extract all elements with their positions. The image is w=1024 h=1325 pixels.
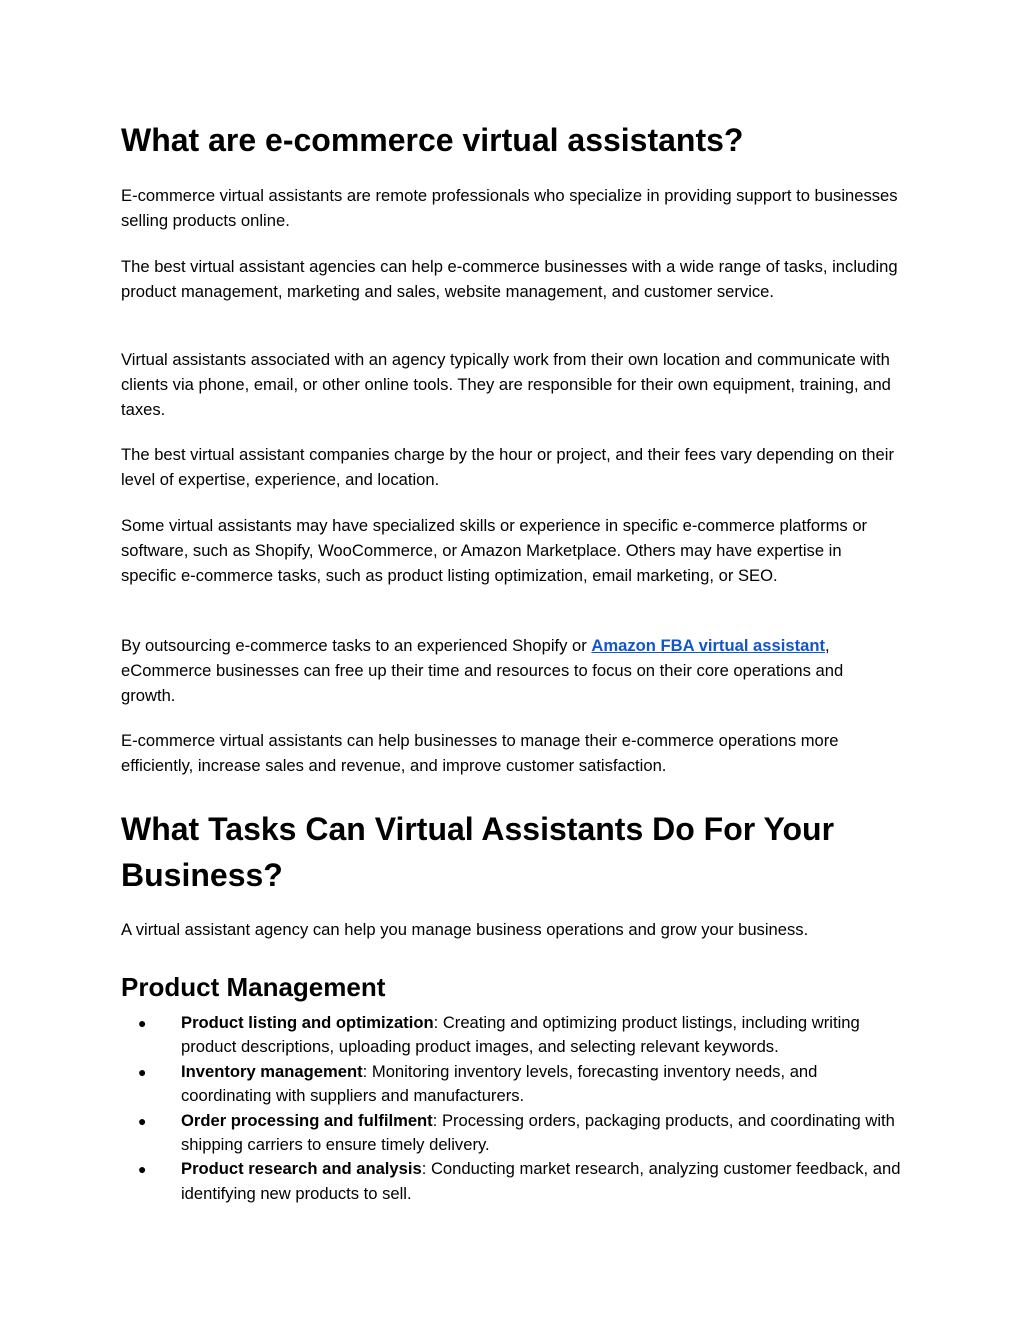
list-item-text: : Monitoring inventory levels, forecasting inventory needs, and coordinating with suppliers and manufacturers.	[181, 1061, 818, 1106]
bullet-icon: ●	[138, 1063, 147, 1080]
subheading-product-management: Product Management	[121, 972, 386, 1002]
paragraph-6	[121, 633, 901, 708]
paragraph-5: Some virtual assistants may have specialized skills or experience in specific e-commerce platforms or software, such as Shopify, WooCommerce, or Amazon Marketplace. Others may have expertise in specific e-commerce tasks, such as product listing optimization, email marketing, or SEO.	[121, 516, 868, 585]
list-item-title: Inventory management	[181, 1061, 363, 1081]
paragraph-2: The best virtual assistant agencies can help e-commerce businesses with a wide range of tasks, including product management, marketing and sales, website management, and customer service.	[121, 257, 898, 301]
list-item	[121, 1060, 911, 1109]
paragraph-6-after: , eCommerce businesses can free up their time and resources to focus on their core operations and growth.	[121, 636, 844, 705]
paragraph-6-before: By outsourcing e-commerce tasks to an experienced Shopify or	[121, 636, 592, 655]
list-item	[121, 1109, 911, 1158]
list-item-text: : Processing orders, packaging products, and coordinating with shipping carriers to ensure timely delivery.	[181, 1110, 895, 1155]
bullet-icon: ●	[138, 1161, 147, 1178]
paragraph-3: Virtual assistants associated with an agency typically work from their own location and communicate with clients via phone, email, or other online tools. They are responsible for their own equipment, training, and taxes.	[121, 350, 891, 419]
section-heading-ecommerce-va: What are e-commerce virtual assistants?	[121, 122, 744, 158]
bullet-icon: ●	[138, 1112, 147, 1129]
paragraph-4: The best virtual assistant companies charge by the hour or project, and their fees vary depending on their level of expertise, experience, and location.	[121, 445, 894, 489]
list-item	[121, 1011, 911, 1060]
list-item-text: : Creating and optimizing product listings, including writing product descriptions, uploading product images, and selecting relevant keywords.	[181, 1013, 860, 1057]
paragraph-1: E-commerce virtual assistants are remote professionals who specialize in providing support to businesses selling products online.	[121, 186, 898, 230]
list-item-title: Product listing and optimization	[181, 1013, 434, 1032]
amazon-fba-va-link[interactable]: Amazon FBA virtual assistant	[591, 636, 825, 655]
list-item-text: : Conducting market research, analyzing customer feedback, and identifying new products to sell.	[181, 1159, 901, 1203]
section-2-intro: A virtual assistant agency can help you manage business operations and grow your business.	[121, 920, 809, 939]
bullet-icon: ●	[138, 1015, 147, 1031]
list-item-title: Order processing and fulfilment	[181, 1110, 433, 1130]
list-item-title: Product research and analysis	[181, 1159, 422, 1179]
product-management-list	[121, 1011, 911, 1206]
section-heading-va-tasks: What Tasks Can Virtual Assistants Do For Your Business?	[121, 811, 835, 893]
list-item	[121, 1157, 911, 1206]
paragraph-7: E-commerce virtual assistants can help businesses to manage their e-commerce operations more efficiently, increase sales and revenue, and improve customer satisfaction.	[121, 731, 839, 775]
